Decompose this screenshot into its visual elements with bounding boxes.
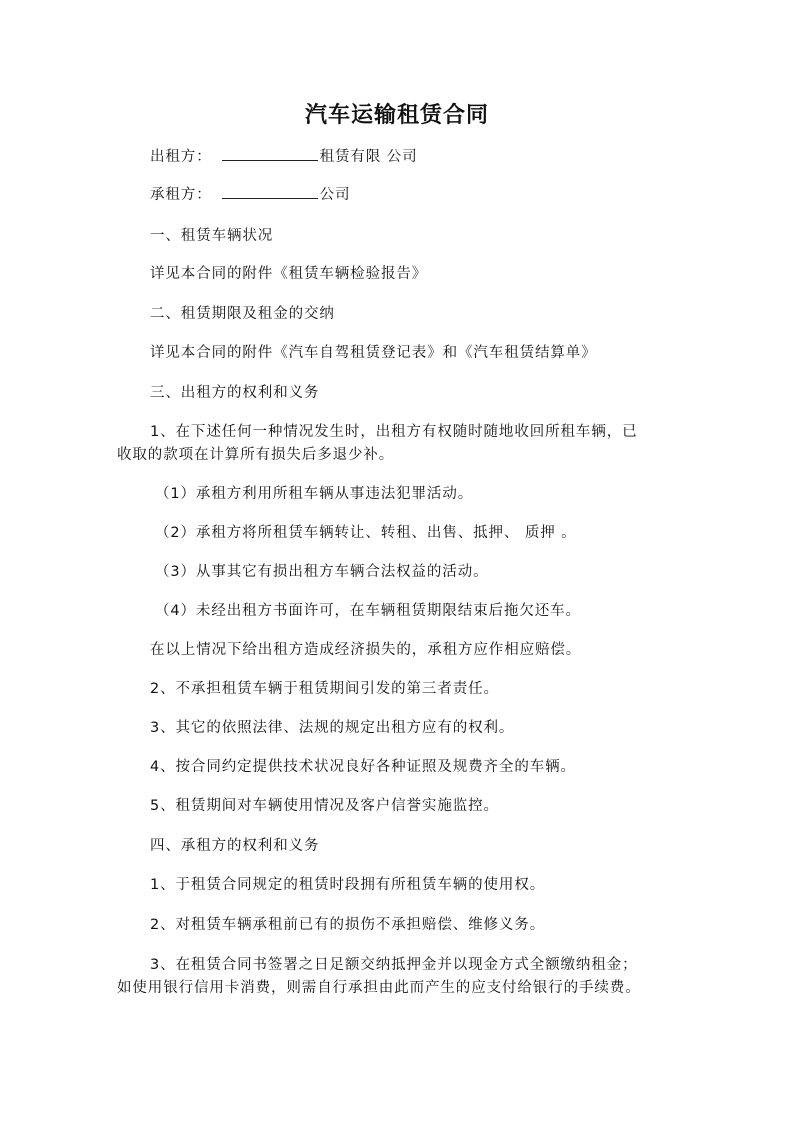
section-heading: 二、租赁期限及租金的交纳 — [150, 306, 335, 322]
lessee-line — [117, 184, 647, 207]
paragraph: 4、按合同约定提供技术状况良好各种证照及规费齐全的车辆。 — [150, 759, 576, 775]
paragraph: 5、租赁期间对车辆使用情况及客户信誉实施监控。 — [150, 798, 499, 814]
paragraph: 3、其它的依照法律、法规的规定出租方应有的权利。 — [150, 720, 515, 736]
paragraph: 详见本合同的附件《汽车自驾租赁登记表》和《汽车租赁结算单》 — [150, 345, 597, 361]
list-item: （2）承租方将所租赁车辆转让、转租、出售、抵押、 质押 。 — [155, 525, 577, 541]
lessee-suffix: 公司 — [319, 187, 351, 203]
lessee-blank — [222, 184, 318, 199]
paragraph: 1、于租赁合同规定的租赁时段拥有所租赁车辆的使用权。 — [150, 877, 546, 893]
section-heading: 四、承租方的权利和义务 — [150, 838, 320, 854]
paragraph: 1、在下述任何一种情况发生时，出租方有权随时随地收回所租车辆，已收取的款项在计算所有损失后多退少补。 — [117, 424, 638, 463]
paragraph: 详见本合同的附件《租赁车辆检验报告》 — [150, 266, 428, 282]
document-title: 汽车运输租赁合同 — [304, 102, 489, 128]
lessor-blank — [222, 146, 318, 161]
paragraph: 2、不承担租赁车辆于租赁期间引发的第三者责任。 — [150, 681, 499, 697]
list-item: （4）未经出租方书面许可，在车辆租赁期限结束后拖欠还车。 — [155, 603, 581, 619]
section-heading: 三、出租方的权利和义务 — [150, 385, 320, 401]
lessor-label: 出租方： — [150, 149, 212, 165]
list-item: （3）从事其它有损出租方车辆合法权益的活动。 — [155, 564, 489, 580]
lessor-line — [117, 146, 647, 169]
paragraph: 在以上情况下给出租方造成经济损失的，承租方应作相应赔偿。 — [150, 642, 582, 658]
section-heading: 一、租赁车辆状况 — [150, 228, 274, 244]
paragraph: 2、对租赁车辆承租前已有的损伤不承担赔偿、维修义务。 — [150, 917, 546, 933]
lessee-label: 承租方： — [150, 187, 212, 203]
list-item: （1）承租方利用所租车辆从事违法犯罪活动。 — [155, 486, 474, 502]
lessor-suffix: 租赁有限 公司 — [319, 149, 418, 165]
paragraph: 3、在租赁合同书签署之日足额交纳抵押金并以现金方式全额缴纳租金；如使用银行信用卡消费，则需自行承担由此而产生的应支付给银行的手续费。 — [117, 957, 641, 996]
